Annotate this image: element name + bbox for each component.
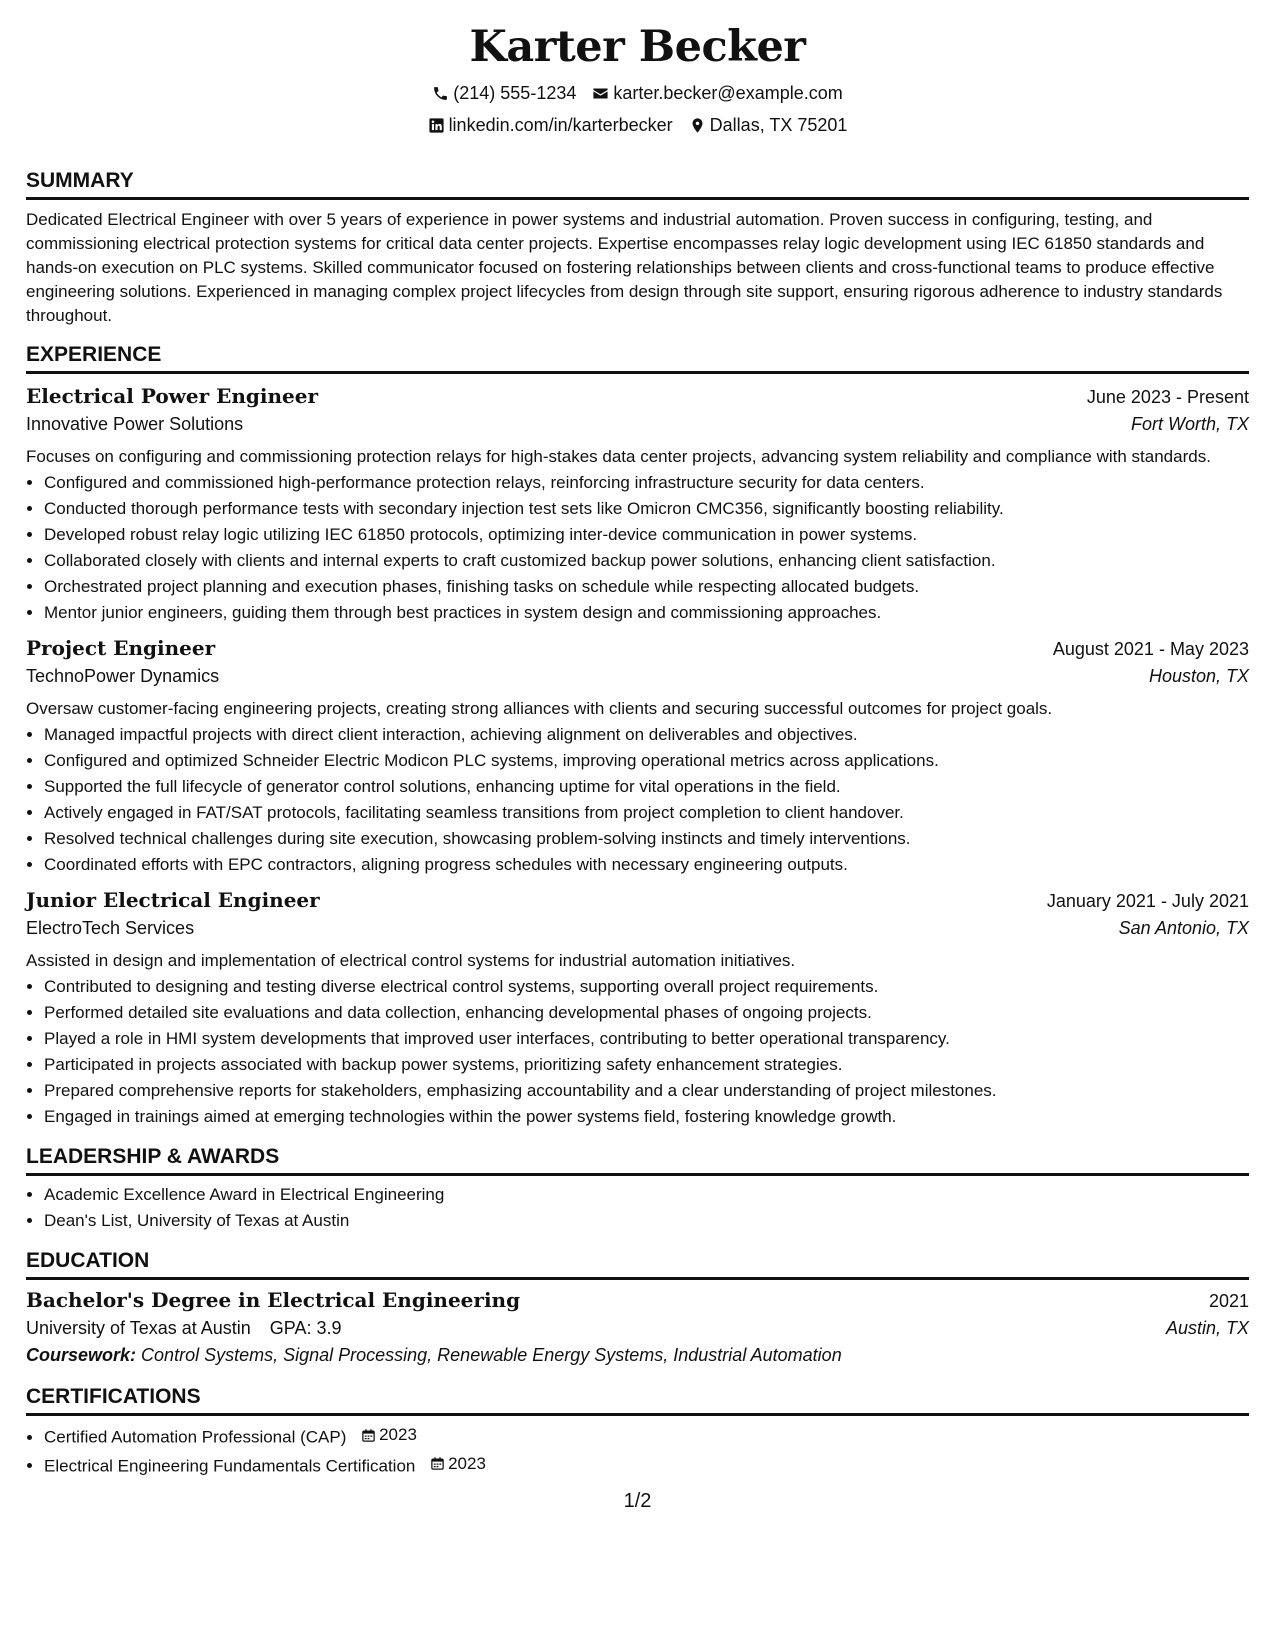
cert-year: 2023 bbox=[448, 1453, 486, 1473]
awards-section bbox=[26, 1144, 1249, 1234]
list-item: • Configured and commissioned high-performance protection relays, reinforcing infrastructure security for data centers. bbox=[44, 470, 1249, 496]
summary-text: Dedicated Electrical Engineer with over 5 years of experience in power systems and industrial automation. Proven success in configuring, testing, and commissioning electrical protection systems for critical data center projects. Expertise encompasses relay logic development using IEC 61850 standards and hands-on execution on PLC systems. Skilled communicator focused on fostering relationships between clients and cross-functional teams to produce effective engineering solutions. Experienced in managing complex project lifecycles from design through site support, ensuring rigorous adherence to industry standards throughout. bbox=[26, 210, 1223, 325]
list-item: • Performed detailed site evaluations and data collection, enhancing developmental phases of ongoing projects. bbox=[44, 1000, 1249, 1026]
job-description: Oversaw customer-facing engineering projects, creating strong alliances with clients and securing successful outcomes for project goals. bbox=[26, 699, 1053, 718]
list-item: • Academic Excellence Award in Electrical Engineering bbox=[44, 1182, 1249, 1208]
phone-text: (214) 555-1234 bbox=[453, 83, 577, 103]
contact-row-2 bbox=[26, 112, 1249, 138]
cert-date bbox=[361, 1422, 417, 1448]
list-item bbox=[44, 1451, 1249, 1480]
job-dates: June 2023 - Present bbox=[1086, 387, 1249, 407]
contact-email[interactable] bbox=[592, 80, 842, 106]
job-bullets bbox=[26, 974, 1249, 1130]
job-bullets bbox=[26, 470, 1249, 626]
company-name: TechnoPower Dynamics bbox=[26, 666, 220, 686]
calendar-icon bbox=[430, 1456, 445, 1471]
summary-section bbox=[26, 168, 1249, 328]
list-item: • Mentor junior engineers, guiding them through best practices in system design and commissioning approaches. bbox=[44, 600, 1249, 626]
linkedin-text: linkedin.com/in/karterbecker bbox=[448, 115, 673, 135]
contact-linkedin[interactable] bbox=[428, 112, 673, 138]
phone-icon bbox=[432, 85, 449, 102]
job-header bbox=[26, 384, 1249, 408]
job-entry bbox=[26, 636, 1249, 878]
cert-name: Electrical Engineering Fundamentals Certification bbox=[44, 1456, 416, 1475]
contact-location bbox=[689, 112, 848, 138]
section-title-awards: LEADERSHIP & AWARDS bbox=[26, 1144, 1249, 1176]
experience-section bbox=[26, 342, 1249, 1130]
candidate-name: Karter Becker bbox=[469, 22, 806, 72]
list-item: • Collaborated closely with clients and internal experts to craft customized backup power solutions, enhancing client satisfaction. bbox=[44, 548, 1249, 574]
list-item: • Engaged in trainings aimed at emerging technologies within the power systems field, fostering knowledge growth. bbox=[44, 1104, 1249, 1130]
envelope-icon bbox=[592, 85, 609, 102]
school-name: University of Texas at Austin bbox=[26, 1318, 251, 1338]
page-number: 1/2 bbox=[623, 1490, 652, 1512]
gpa-text: GPA: 3.9 bbox=[269, 1318, 342, 1338]
list-item: • Actively engaged in FAT/SAT protocols, facilitating seamless transitions from project completion to client handover. bbox=[44, 800, 1249, 826]
list-item: • Coordinated efforts with EPC contractors, aligning progress schedules with necessary engineering outputs. bbox=[44, 852, 1249, 878]
list-item: • Developed robust relay logic utilizing IEC 61850 protocols, optimizing inter-device communication in power systems. bbox=[44, 522, 1249, 548]
list-item: • Managed impactful projects with direct client interaction, achieving alignment on deliverables and objectives. bbox=[44, 722, 1249, 748]
list-item: • Supported the full lifecycle of generator control solutions, enhancing uptime for vital operations in the field. bbox=[44, 774, 1249, 800]
education-section bbox=[26, 1248, 1249, 1366]
coursework bbox=[26, 1345, 1249, 1366]
job-title: Electrical Power Engineer bbox=[26, 384, 318, 408]
degree-title: Bachelor's Degree in Electrical Engineering bbox=[26, 1288, 521, 1312]
coursework-label: Coursework: bbox=[26, 1345, 137, 1365]
job-title: Junior Electrical Engineer bbox=[26, 888, 320, 912]
contact-row-1 bbox=[26, 80, 1249, 106]
calendar-icon bbox=[361, 1428, 376, 1443]
list-item: • Played a role in HMI system developments that improved user interfaces, contributing to better operational transparency. bbox=[44, 1026, 1249, 1052]
list-item: • Orchestrated project planning and execution phases, finishing tasks on schedule while respecting allocated budgets. bbox=[44, 574, 1249, 600]
job-dates: August 2021 - May 2023 bbox=[1052, 639, 1249, 659]
job-header bbox=[26, 888, 1249, 912]
job-bullets bbox=[26, 722, 1249, 878]
job-subheader bbox=[26, 666, 1249, 687]
job-entry bbox=[26, 888, 1249, 1130]
job-subheader bbox=[26, 414, 1249, 435]
cert-year: 2023 bbox=[379, 1425, 417, 1444]
job-entry bbox=[26, 384, 1249, 626]
certifications-list bbox=[26, 1422, 1249, 1479]
job-location: Fort Worth, TX bbox=[1130, 414, 1249, 434]
job-header bbox=[26, 636, 1249, 660]
company-name: Innovative Power Solutions bbox=[26, 414, 244, 434]
cert-name: Certified Automation Professional (CAP) bbox=[44, 1427, 347, 1447]
job-location: Houston, TX bbox=[1148, 666, 1249, 686]
linkedin-icon bbox=[428, 117, 445, 134]
job-description: Assisted in design and implementation of electrical control systems for industrial automation initiatives. bbox=[26, 951, 796, 970]
list-item: • Configured and optimized Schneider Electric Modicon PLC systems, improving operational metrics across applications. bbox=[44, 748, 1249, 774]
email-text: karter.becker@example.com bbox=[613, 83, 843, 103]
list-item bbox=[44, 1422, 1249, 1451]
list-item: • Participated in projects associated with backup power systems, prioritizing safety enhancement strategies. bbox=[44, 1052, 1249, 1078]
cert-date bbox=[430, 1451, 486, 1477]
graduation-year: 2021 bbox=[1208, 1291, 1249, 1311]
list-item: • Prepared comprehensive reports for stakeholders, emphasizing accountability and a clear understanding of project milestones. bbox=[44, 1078, 1249, 1104]
list-item: • Conducted thorough performance tests with secondary injection test sets like Omicron CMC356, significantly boosting reliability. bbox=[44, 496, 1249, 522]
contact-phone bbox=[432, 80, 576, 106]
school-info bbox=[26, 1318, 342, 1339]
list-item: • Dean's List, University of Texas at Austin bbox=[44, 1208, 1249, 1234]
section-title-certifications: CERTIFICATIONS bbox=[26, 1384, 1249, 1416]
section-title-experience: EXPERIENCE bbox=[26, 342, 1249, 374]
certifications-section bbox=[26, 1384, 1249, 1479]
education-header bbox=[26, 1288, 1249, 1312]
job-location: San Antonio, TX bbox=[1118, 918, 1249, 938]
resume-header bbox=[26, 18, 1249, 138]
section-title-education: EDUCATION bbox=[26, 1248, 1249, 1280]
job-dates: January 2021 - July 2021 bbox=[1046, 891, 1249, 911]
map-pin-icon bbox=[689, 117, 706, 134]
list-item: • Resolved technical challenges during site execution, showcasing problem-solving instincts and timely interventions. bbox=[44, 826, 1249, 852]
list-item: • Contributed to designing and testing diverse electrical control systems, supporting overall project requirements. bbox=[44, 974, 1249, 1000]
awards-list bbox=[26, 1182, 1249, 1234]
company-name: ElectroTech Services bbox=[26, 918, 195, 938]
coursework-text: Control Systems, Signal Processing, Renewable Energy Systems, Industrial Automation bbox=[141, 1345, 842, 1365]
job-description: Focuses on configuring and commissioning protection relays for high-stakes data center projects, advancing system reliability and compliance with standards. bbox=[26, 447, 1211, 466]
location-text: Dallas, TX 75201 bbox=[709, 115, 848, 135]
job-title: Project Engineer bbox=[26, 636, 216, 660]
section-title-summary: SUMMARY bbox=[26, 168, 1249, 200]
education-subheader bbox=[26, 1318, 1249, 1339]
job-subheader bbox=[26, 918, 1249, 939]
school-location: Austin, TX bbox=[1165, 1318, 1249, 1338]
